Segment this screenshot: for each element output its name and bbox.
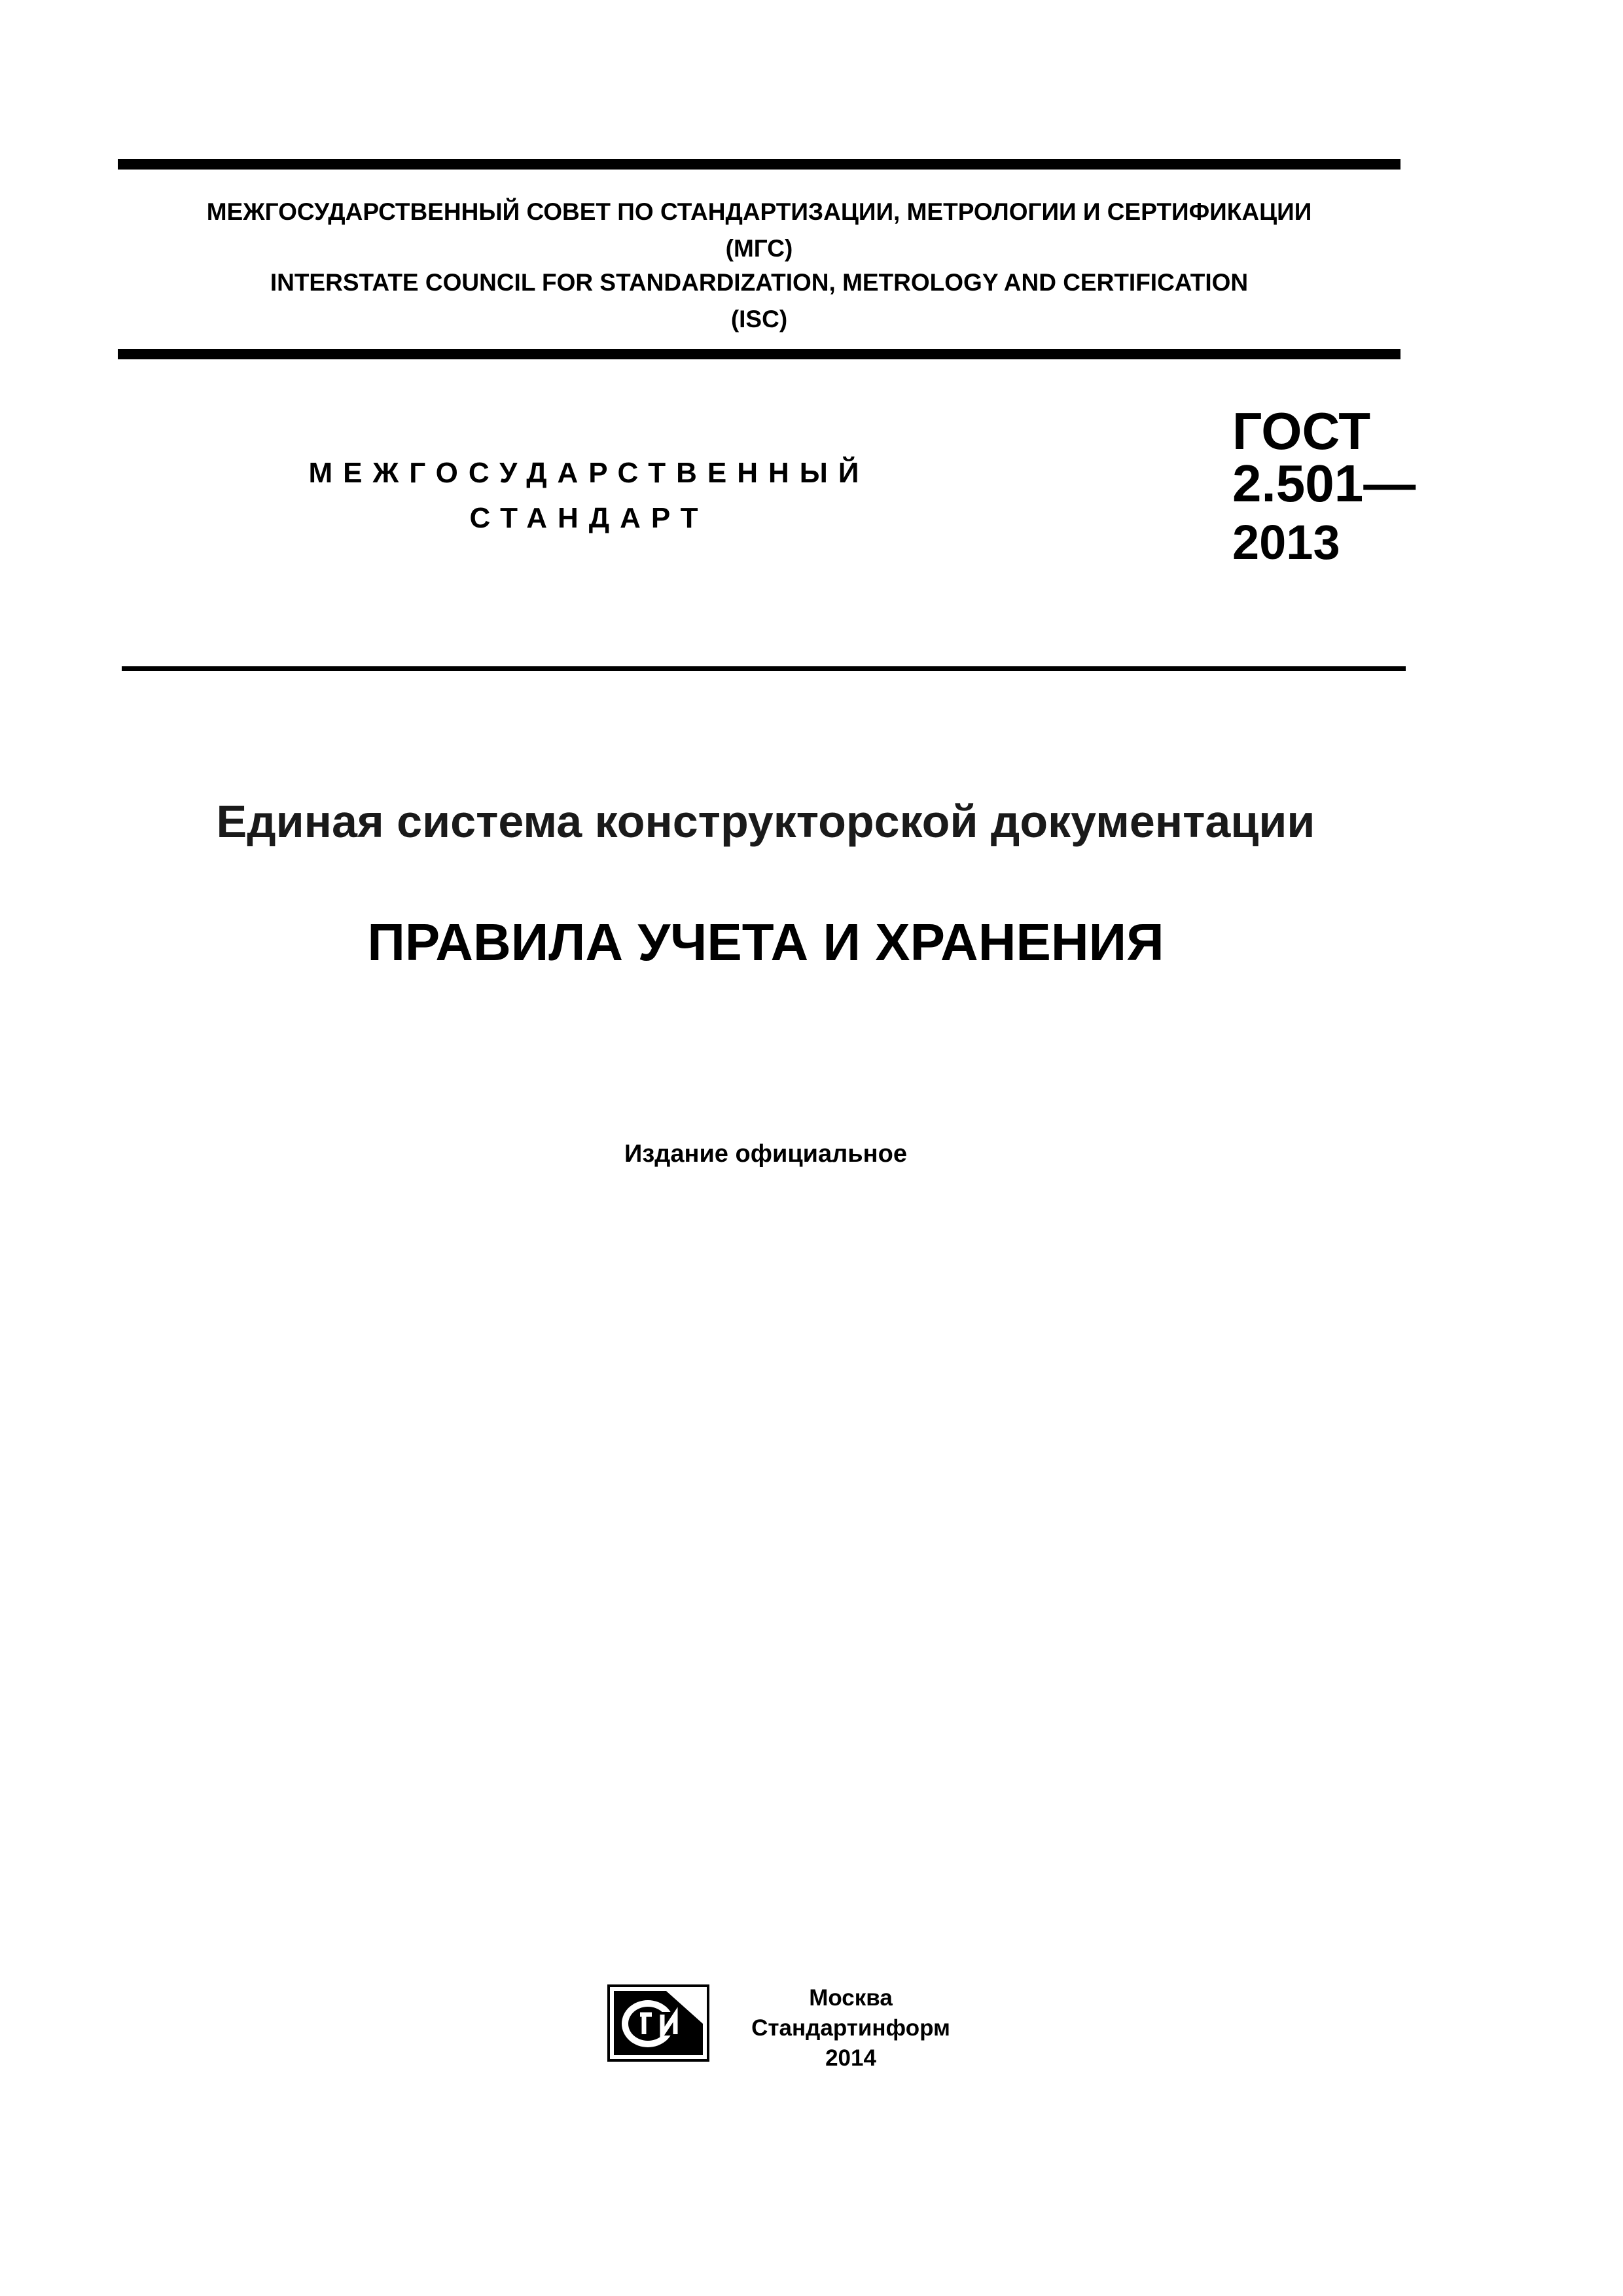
top-divider: [118, 159, 1400, 170]
publication-year: 2014: [825, 2045, 876, 2071]
standard-type-line1: МЕЖГОСУДАРСТВЕННЫЙ: [308, 457, 870, 489]
publisher-name: Стандартинформ: [751, 2015, 950, 2041]
council-abbr-en: (ISC): [730, 306, 788, 332]
standard-type-line2: СТАНДАРТ: [469, 502, 709, 534]
publisher-city: Москва: [809, 1985, 893, 2011]
header-divider: [118, 349, 1400, 359]
designation-divider: [122, 666, 1406, 671]
council-abbr-ru: (МГС): [725, 235, 793, 262]
gost-number: 2.501—: [1232, 454, 1416, 512]
council-name-en: INTERSTATE COUNCIL FOR STANDARDIZATION, METROLOGY AND CERTIFICATION: [270, 269, 1249, 296]
gost-year: 2013: [1232, 515, 1340, 569]
standartinform-logo-icon: [607, 1984, 709, 2062]
series-title: Единая система конструкторской документации: [216, 796, 1315, 847]
council-name-ru: МЕЖГОСУДАРСТВЕННЫЙ СОВЕТ ПО СТАНДАРТИЗАЦИИ, МЕТРОЛОГИИ И СЕРТИФИКАЦИИ: [206, 198, 1312, 225]
gost-label: ГОСТ: [1232, 402, 1371, 460]
document-title: ПРАВИЛА УЧЕТА И ХРАНЕНИЯ: [367, 913, 1164, 971]
edition-note: Издание официальное: [624, 1140, 907, 1168]
